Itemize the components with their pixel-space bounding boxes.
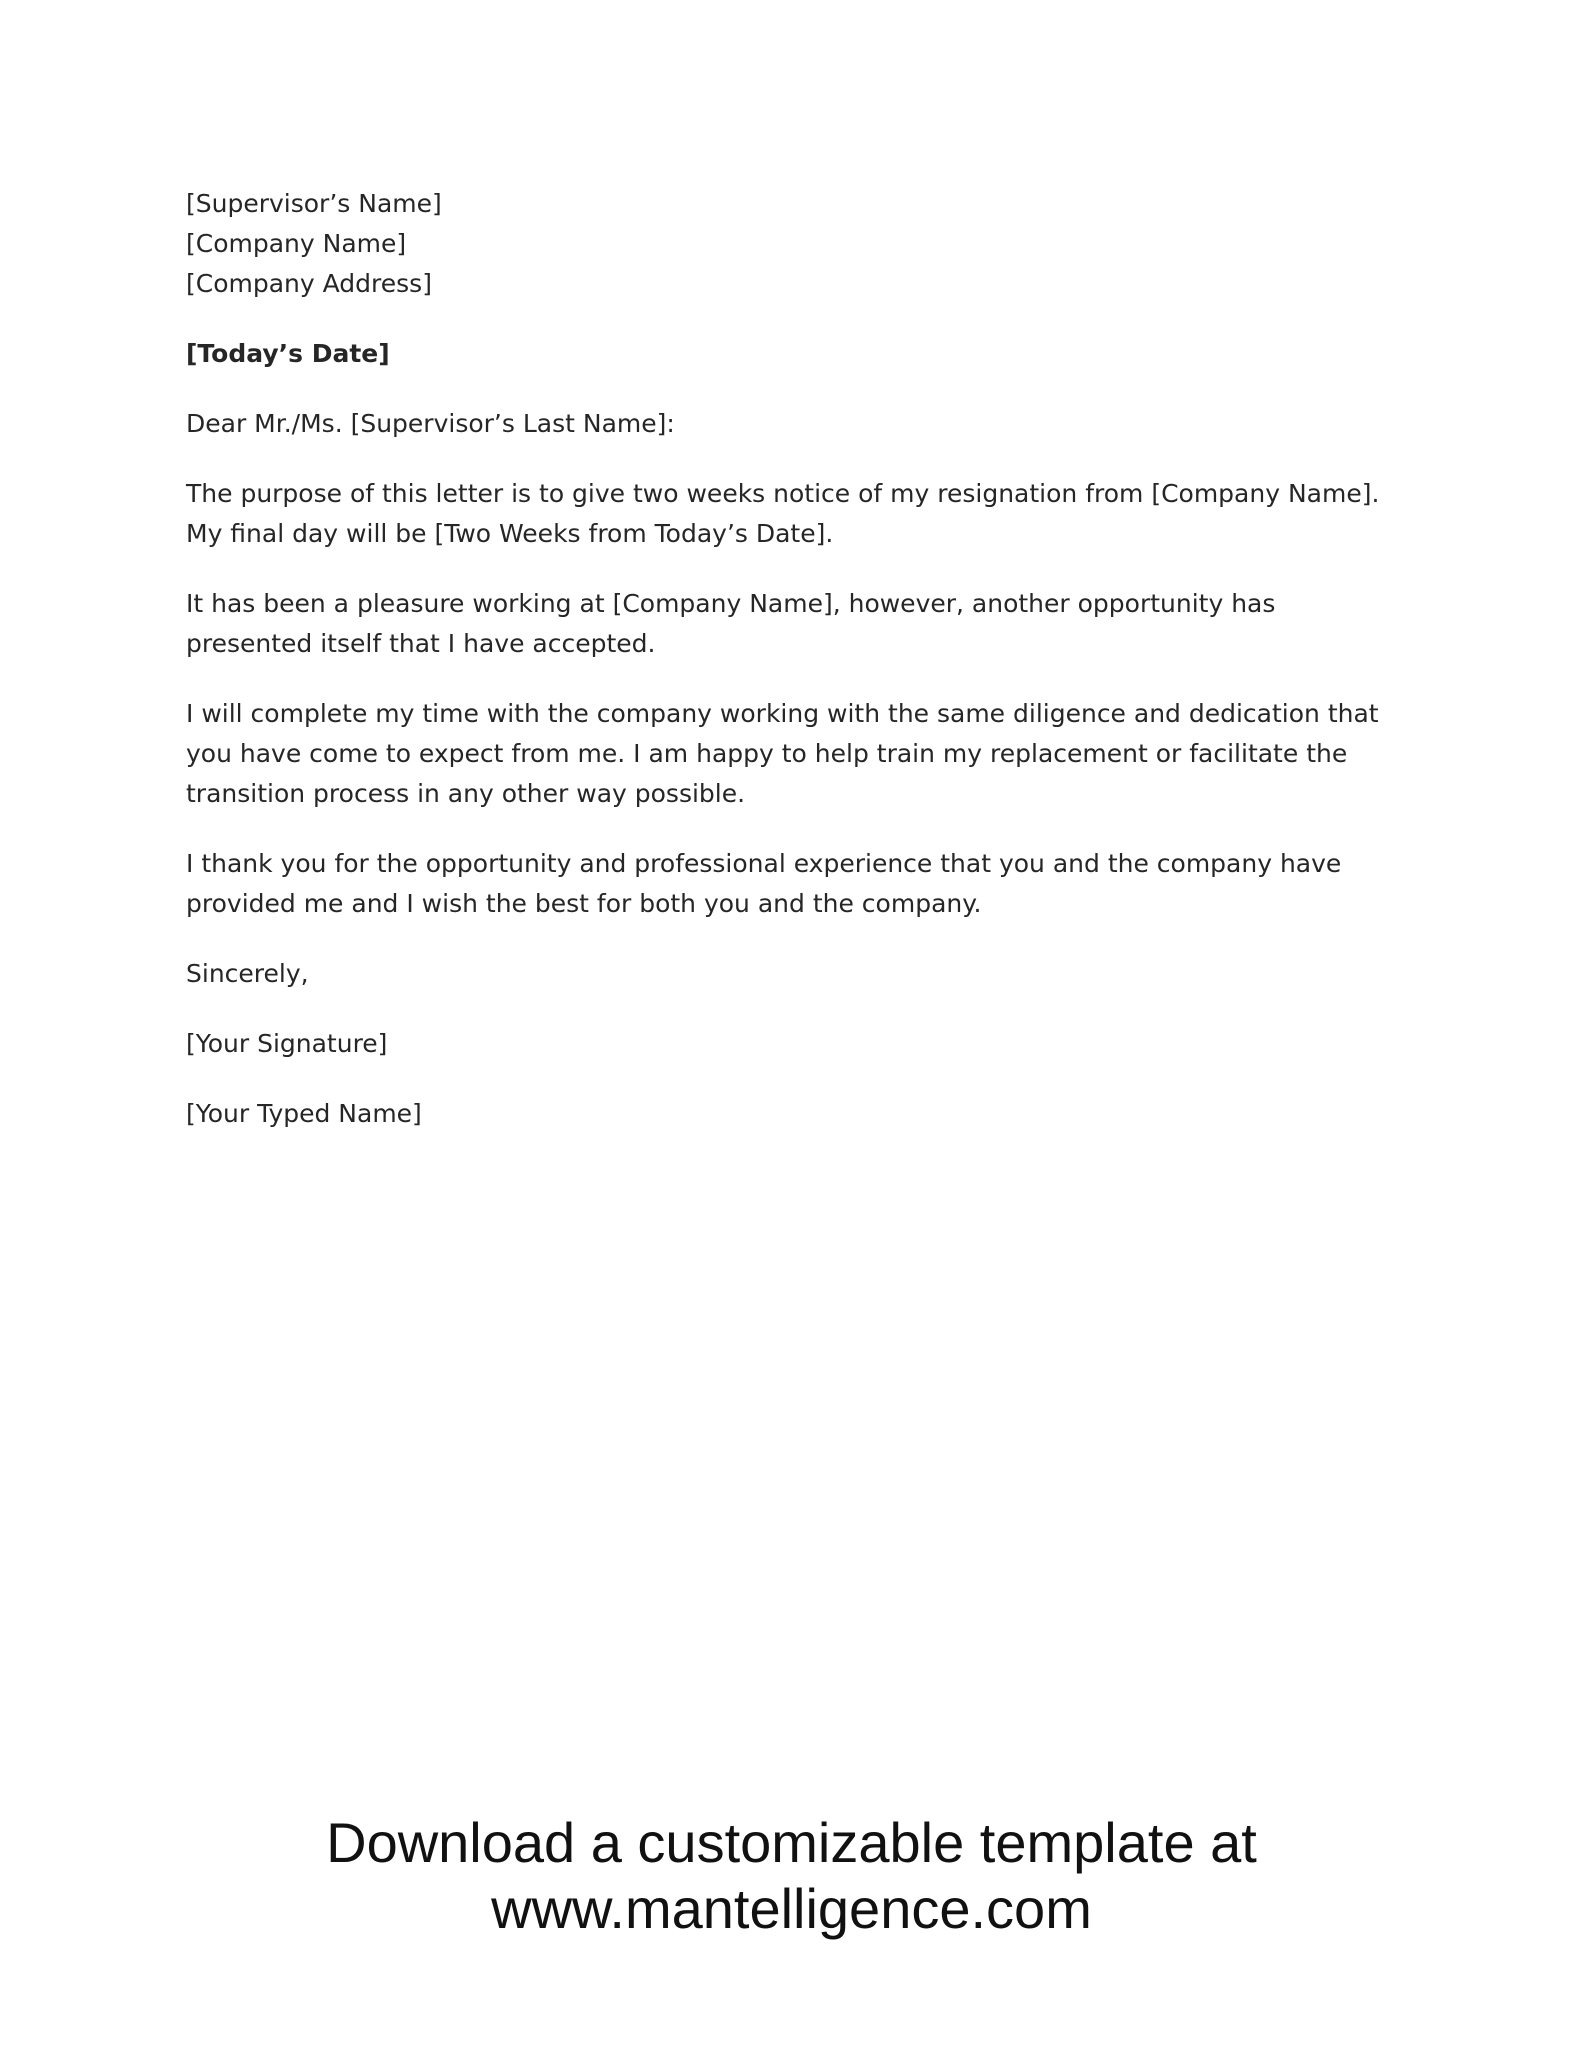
paragraph-reason: It has been a pleasure working at [Company Name], however, another opportunity has presented itself that I have accepted. — [186, 589, 1276, 658]
company-name-line: [Company Name] — [186, 229, 407, 258]
signature-placeholder: [Your Signature] — [186, 1029, 388, 1058]
download-footer — [0, 1810, 1583, 1942]
paragraph-thanks: I thank you for the opportunity and professional experience that you and the company have provided me and I wish the best for both you and the company. — [186, 849, 1342, 918]
supervisor-name-line: [Supervisor’s Name] — [186, 189, 442, 218]
typed-name-placeholder: [Your Typed Name] — [186, 1099, 422, 1128]
letter-body — [186, 184, 1406, 1164]
letter-date: [Today’s Date] — [186, 339, 390, 368]
recipient-address — [186, 184, 1406, 304]
paragraph-transition: I will complete my time with the company working with the same diligence and dedication that you have come to expect from me. I am happy to help train my replacement or facilitate the transition process in any other way possible. — [186, 699, 1379, 808]
footer-line-1: Download a customizable template at — [326, 1811, 1257, 1874]
paragraph-notice: The purpose of this letter is to give two weeks notice of my resignation from [Company Name]. My final day will be [Two Weeks from Today’s Date]. — [186, 479, 1380, 548]
salutation: Dear Mr./Ms. [Supervisor’s Last Name]: — [186, 409, 675, 438]
signoff: Sincerely, — [186, 959, 309, 988]
footer-website-link[interactable]: www.mantelligence.com — [491, 1877, 1092, 1940]
company-address-line: [Company Address] — [186, 269, 432, 298]
